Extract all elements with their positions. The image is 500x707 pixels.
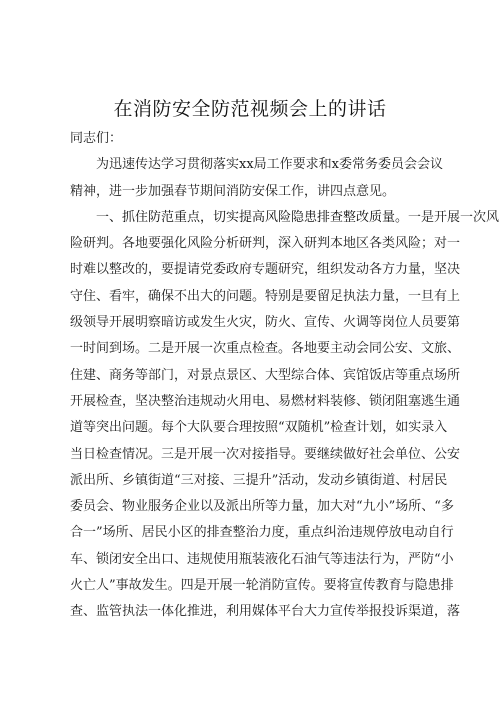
text-line xyxy=(70,599,461,625)
line-text: 一时间到场。二是开展一次重点检查。各地要主动会同公安、文旅、 xyxy=(70,341,461,357)
line-text: 住建、商务等部门，对景点景区、大型综合体、宾馆饭店等重点场所 xyxy=(70,367,461,383)
text-line xyxy=(70,468,448,494)
text-line xyxy=(70,573,454,599)
text-line xyxy=(70,257,461,283)
line-text: 级领导开展明察暗访或发生火灾，防火、宣传、火调等岗位人员要第 xyxy=(70,315,461,331)
text-line xyxy=(70,520,454,546)
text-line xyxy=(70,363,461,389)
text-line xyxy=(70,336,461,362)
text-line xyxy=(70,205,500,231)
line-text: 精神，进一步加强春节期间消防安保工作，讲四点意见。 xyxy=(70,183,396,199)
text-line xyxy=(70,415,448,441)
text-line xyxy=(70,494,454,520)
document-title: 在消防安全防范视频会上的讲话 xyxy=(113,98,387,120)
line-text: 道等突出问题。每个大队要合理按照“双随机”检查计划，如实录入 xyxy=(70,420,448,436)
text-line xyxy=(70,442,461,468)
line-text: 守住、看牢，确保不出大的问题。特别是要留足执法力量，一旦有上 xyxy=(70,288,461,304)
line-text: 险研判。各地要强化风险分析研判，深入研判本地区各类风险；对一 xyxy=(70,236,461,252)
section-heading: 一、抓住防范重点，切实提高风险隐患排查整改质量。 xyxy=(96,209,409,225)
line-text: 当日检查情况。三是开展一次对接指导。要继续做好社会单位、公安 xyxy=(70,446,461,462)
text-line xyxy=(70,389,461,415)
line-text: 一是开展一次风 xyxy=(408,209,500,225)
text-line xyxy=(70,547,454,573)
line-text: 委员会、物业服务企业以及派出所等力量，加大对“九小”场所、“多 xyxy=(70,499,454,515)
paragraph-lines xyxy=(70,152,500,625)
line-text: 为迅速传达学习贯彻落实xx局工作要求和x委常务委员会会议 xyxy=(96,157,443,173)
salutation: 同志们： xyxy=(70,131,123,146)
line-text: 合一”场所、居民小区的排查整治力度，重点纠治违规停放电动自行 xyxy=(70,525,454,541)
text-line xyxy=(70,179,434,205)
document-body xyxy=(70,126,500,626)
line-text: 派出所、乡镇街道“三对接、三提升”活动，发动乡镇街道、村居民 xyxy=(70,472,448,488)
line-text: 开展检查，坚决整治违规动火用电、易燃材料装修、锁闭阻塞逃生通 xyxy=(70,393,461,409)
text-line xyxy=(70,152,443,178)
text-line xyxy=(70,231,461,257)
line-text: 车、锁闭安全出口、违规使用瓶装液化石油气等违法行为，严防“小 xyxy=(70,551,454,567)
line-text: 时难以整改的，要提请党委政府专题研究，组织发动各方力量，坚决 xyxy=(70,262,461,278)
text-line xyxy=(70,284,461,310)
line-text: 查、监管执法一体化推进，利用媒体平台大力宣传举报投诉渠道，落 xyxy=(70,604,461,620)
line-text: 火亡人”事故发生。四是开展一轮消防宣传。要将宣传教育与隐患排 xyxy=(70,578,454,594)
text-line xyxy=(70,310,461,336)
